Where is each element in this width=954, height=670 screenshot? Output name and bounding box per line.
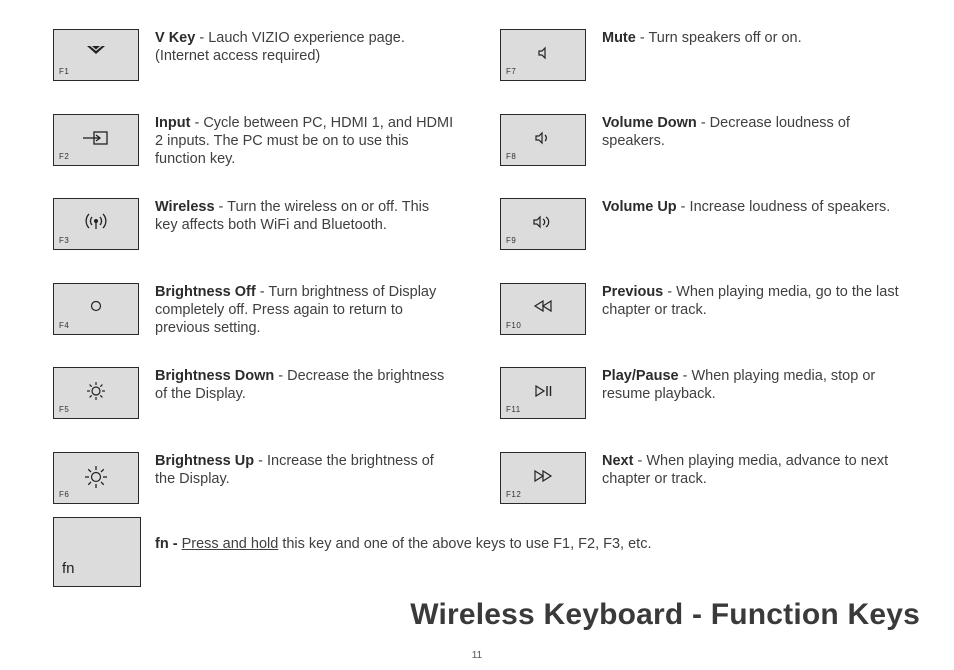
key-name: V Key <box>155 30 196 46</box>
key-desc-text: - Cycle between PC, HDMI 1, and HDMI 2 inputs. The PC must be on to use this function key. <box>155 115 454 167</box>
mute-icon <box>501 45 585 66</box>
key-name: Volume Down <box>602 115 697 131</box>
key-row-f1 <box>53 29 493 89</box>
input-icon <box>54 129 138 152</box>
key-fn <box>53 517 141 587</box>
key-f5 <box>53 367 139 419</box>
key-f3 <box>53 198 139 250</box>
key-desc-text: - When playing media, go to the last chapter or track. <box>602 284 899 318</box>
key-row-f5 <box>53 367 493 427</box>
key-description <box>602 114 902 150</box>
key-row-f12 <box>500 452 940 512</box>
volume-up-icon <box>501 213 585 236</box>
key-description <box>155 283 455 337</box>
key-label: F6 <box>59 490 70 499</box>
key-desc-text: - Turn the wireless on or off. This key affects both WiFi and Bluetooth. <box>155 199 430 233</box>
key-row-f4 <box>53 283 493 343</box>
key-name: Brightness Down <box>155 368 275 384</box>
key-row-f8 <box>500 114 940 174</box>
next-icon <box>501 469 585 488</box>
key-desc-text: - Increase loudness of speakers. <box>676 199 891 215</box>
key-name: Brightness Off <box>155 284 256 300</box>
key-name: Next <box>602 453 634 469</box>
brightness-down-icon <box>54 380 138 407</box>
key-label: F8 <box>506 152 517 161</box>
key-desc-text: - Turn speakers off or on. <box>635 30 802 46</box>
key-label: F12 <box>506 490 522 499</box>
key-description <box>155 114 455 168</box>
key-desc-text: - Decrease loudness of speakers. <box>602 115 850 149</box>
fn-key-label: fn <box>62 560 75 577</box>
previous-icon <box>501 299 585 318</box>
key-label: F2 <box>59 152 70 161</box>
key-description <box>155 29 455 65</box>
key-row-f10 <box>500 283 940 343</box>
key-label: F11 <box>506 405 521 414</box>
key-row-f9 <box>500 198 940 258</box>
key-desc-text: - Decrease the brightness of the Display. <box>155 368 445 402</box>
key-name: Brightness Up <box>155 453 255 469</box>
key-description <box>602 29 902 47</box>
key-description <box>602 198 902 216</box>
key-name: Input <box>155 115 191 131</box>
key-desc-text: - Lauch VIZIO experience page. (Internet access required) <box>155 30 405 64</box>
key-name: Wireless <box>155 199 215 215</box>
fn-name: fn - <box>155 536 178 552</box>
key-description <box>155 452 455 488</box>
key-label: F3 <box>59 236 70 245</box>
key-name: Volume Up <box>602 199 677 215</box>
vizio-v-icon <box>54 40 138 65</box>
key-description <box>602 452 902 488</box>
volume-down-icon <box>501 130 585 151</box>
key-row-f6 <box>53 452 493 512</box>
key-f9 <box>500 198 586 250</box>
key-description <box>602 367 902 403</box>
brightness-off-icon <box>54 298 138 319</box>
key-f10 <box>500 283 586 335</box>
key-name: Play/Pause <box>602 368 679 384</box>
key-description <box>155 367 455 403</box>
key-label: F10 <box>506 321 522 330</box>
fn-description <box>155 536 652 552</box>
key-desc-text: - Turn brightness of Display completely off. Press again to return to previous setting. <box>155 284 437 336</box>
key-f2 <box>53 114 139 166</box>
key-row-f3 <box>53 198 493 258</box>
key-desc-text: - When playing media, stop or resume playback. <box>602 368 876 402</box>
key-f1 <box>53 29 139 81</box>
page-number: 11 <box>471 650 483 661</box>
key-name: Mute <box>602 30 636 46</box>
fn-desc-text: this key and one of the above keys to use F1, F2, F3, etc. <box>278 536 652 552</box>
key-row-f7 <box>500 29 940 89</box>
key-description <box>155 198 455 234</box>
key-label: F7 <box>506 67 517 76</box>
key-f8 <box>500 114 586 166</box>
key-name: Previous <box>602 284 664 300</box>
key-f12 <box>500 452 586 504</box>
key-label: F4 <box>59 321 70 330</box>
key-desc-text: - Increase the brightness of the Display. <box>155 453 434 487</box>
key-f11 <box>500 367 586 419</box>
fn-underlined-text: Press and hold <box>181 536 279 552</box>
key-f6 <box>53 452 139 504</box>
key-description <box>602 283 902 319</box>
key-f7 <box>500 29 586 81</box>
key-label: F1 <box>59 67 70 76</box>
key-row-f2 <box>53 114 493 174</box>
key-label: F9 <box>506 236 517 245</box>
key-desc-text: - When playing media, advance to next chapter or track. <box>602 453 889 487</box>
page-title: Wireless Keyboard - Function Keys <box>410 598 920 631</box>
key-label: F5 <box>59 405 70 414</box>
key-row-f11 <box>500 367 940 427</box>
key-f4 <box>53 283 139 335</box>
wireless-icon <box>54 212 138 237</box>
play-pause-icon <box>501 384 585 403</box>
